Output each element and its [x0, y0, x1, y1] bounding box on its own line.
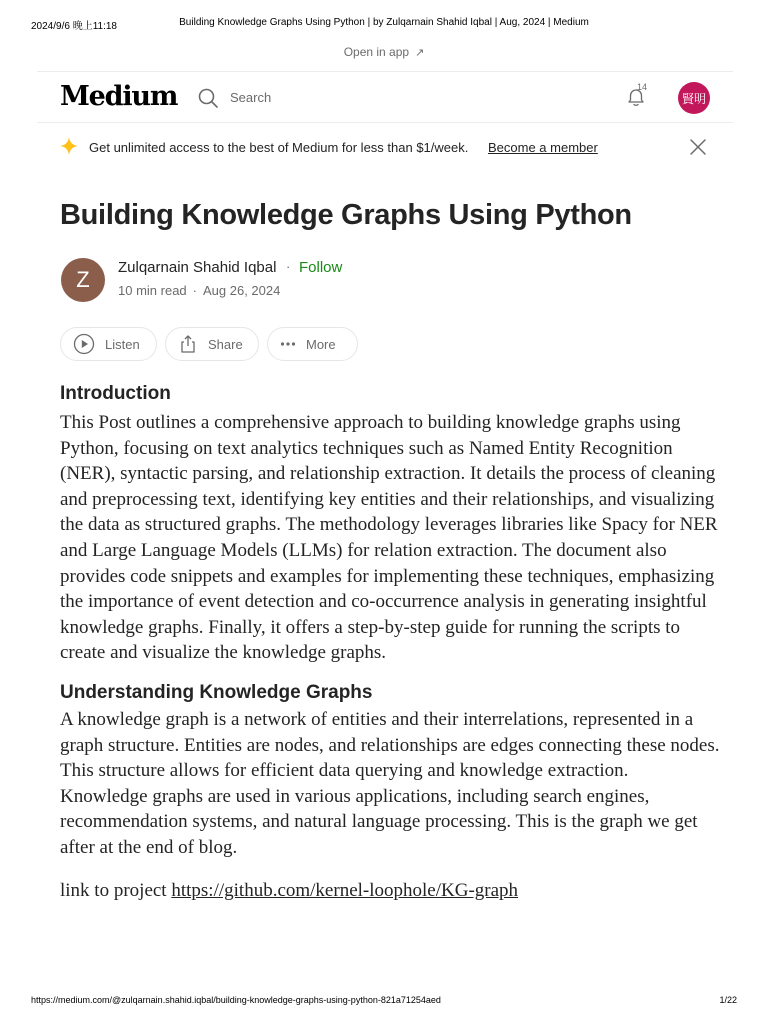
arrow-up-right-icon: ↗ [415, 47, 425, 59]
article-meta [118, 283, 280, 298]
more-label: More [306, 336, 336, 352]
author-avatar[interactable]: Z [61, 258, 105, 302]
sparkle-icon [60, 137, 78, 155]
article-title: Building Knowledge Graphs Using Python [60, 199, 632, 231]
print-header [0, 17, 768, 31]
share-label: Share [208, 336, 243, 352]
introduction-paragraph: This Post outlines a comprehensive approach to building knowledge graphs using Python, focusing on text analytics techniques such as Named Entity Recognition (NER), syntactic parsing, and relationship extraction. It details the process of cleaning and preprocessing text, identifying key entities and their relationships, and visualizing the data as structured graphs. The methodology leverages libraries like Spacy for NER and Large Language Models (LLMs) for relation extraction. The document also provides code snippets and examples for implementing these techniques, emphasizing the importance of event detection and co-occurrence analysis in generating insightful knowledge graphs. Finally, it offers a step-by-step guide for running the scripts to create and visualize the knowledge graphs. [60, 412, 718, 664]
understanding-kg-heading: Understanding Knowledge Graphs [60, 682, 373, 703]
project-link-prefix: link to project [60, 880, 172, 901]
print-page-title: Building Knowledge Graphs Using Python | by Zulqarnain Shahid Iqbal | Aug, 2024 | Medium [179, 17, 589, 28]
meta-separator: · [192, 283, 197, 298]
search-icon[interactable] [197, 87, 219, 109]
project-github-link[interactable]: https://github.com/kernel-loophole/KG-graph [171, 880, 519, 901]
author-name-link[interactable]: Zulqarnain Shahid Iqbal [118, 259, 277, 276]
notification-count: 14 [637, 82, 648, 92]
open-in-app-label: Open in app [343, 45, 410, 59]
listen-button[interactable] [60, 327, 157, 361]
play-icon [73, 333, 95, 355]
introduction-heading: Introduction [60, 383, 171, 404]
topbar-divider-top [37, 71, 733, 72]
open-in-app-link[interactable] [0, 45, 768, 59]
topbar-divider-bottom [37, 122, 733, 123]
project-link-paragraph [60, 878, 720, 904]
understanding-kg-paragraph: A knowledge graph is a network of entities and their interrelations, represented in a graph structure. Entities are nodes, and relationships are edges connecting these nodes. This structure allows for efficient data querying and knowledge extraction. Knowledge graphs are used in various applications, including search engines, recommendation systems, and natural language processing. This is the graph we get after at the end of blog. [60, 709, 720, 858]
become-member-link[interactable]: Become a member [488, 140, 598, 155]
search-input[interactable]: Search [230, 90, 272, 105]
print-datetime: 2024/9/6 晚上11:18 [31, 21, 117, 32]
more-dots-icon [280, 341, 296, 347]
author-separator: · [286, 259, 291, 274]
medium-logo[interactable]: Medium [60, 81, 178, 112]
user-avatar[interactable]: 賢明 [678, 82, 710, 114]
promo-text: Get unlimited access to the best of Medium for less than $1/week. [89, 140, 469, 155]
print-footer-url: https://medium.com/@zulqarnain.shahid.iqbal/building-knowledge-graphs-using-python-821a71254aed [31, 995, 441, 1005]
share-icon [178, 334, 198, 354]
follow-button[interactable]: Follow [299, 259, 343, 276]
read-time: 10 min read [118, 283, 187, 298]
more-button[interactable] [267, 327, 358, 361]
listen-label: Listen [105, 336, 140, 352]
share-button[interactable] [165, 327, 259, 361]
publish-date: Aug 26, 2024 [203, 283, 281, 298]
close-icon[interactable] [689, 138, 707, 156]
print-page-number: 1/22 [719, 995, 737, 1005]
